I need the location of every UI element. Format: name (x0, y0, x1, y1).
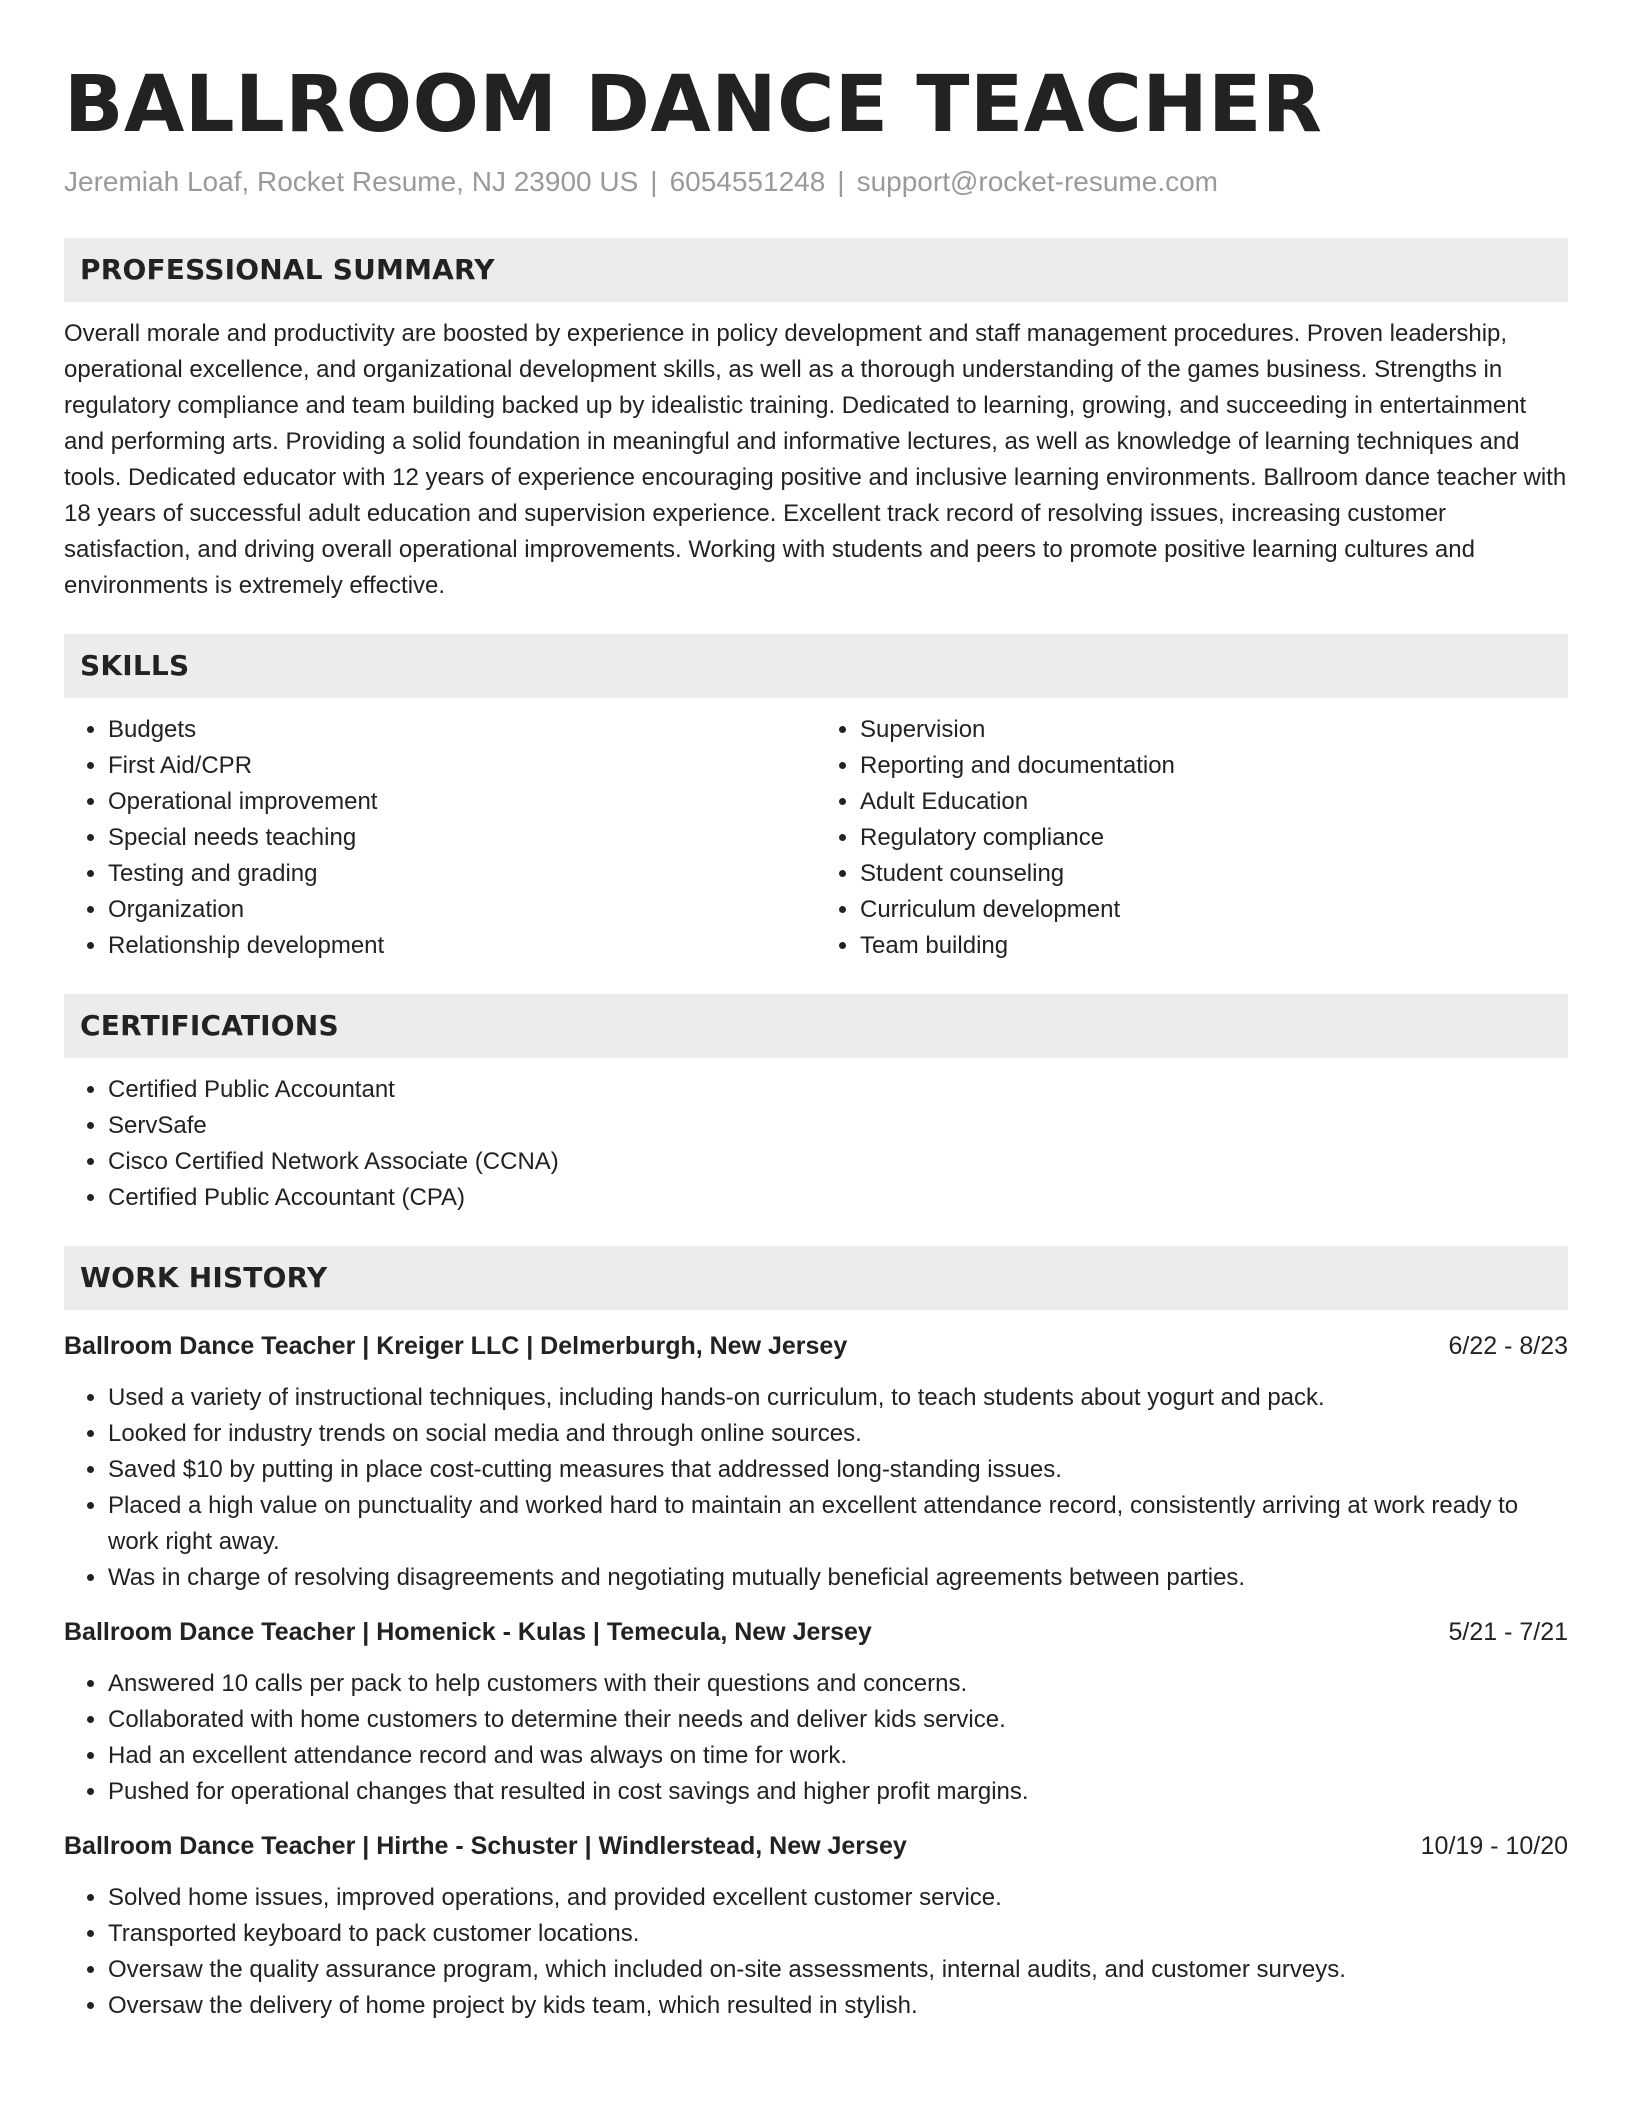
job-bullet: • Used a variety of instructional techniques, including hands-on curriculum, to teach students about yogurt and pack. (108, 1380, 1568, 1416)
job-bullets (64, 1666, 1568, 1810)
skills-heading: SKILLS (64, 634, 1568, 698)
skill-item: • Budgets (108, 712, 816, 748)
job-title: Ballroom Dance Teacher | Kreiger LLC | Delmerburgh, New Jersey (64, 1332, 848, 1360)
skills-section (64, 634, 1568, 964)
job-bullet: • Saved $10 by putting in place cost-cutting measures that addressed long-standing issues. (108, 1452, 1568, 1488)
job-entry (64, 1828, 1568, 2024)
job-bullets (64, 1880, 1568, 2024)
skill-item: • Adult Education (860, 784, 1568, 820)
skills-grid (64, 712, 1568, 964)
skill-item: • Operational improvement (108, 784, 816, 820)
certification-item: • ServSafe (108, 1108, 1568, 1144)
certification-item: • Certified Public Accountant (CPA) (108, 1180, 1568, 1216)
job-dates: 6/22 - 8/23 (1448, 1332, 1568, 1360)
resume-title: BALLROOM DANCE TEACHER (64, 60, 1323, 150)
skill-item: • Regulatory compliance (860, 820, 1568, 856)
skill-item: • Supervision (860, 712, 1568, 748)
summary-text: Overall morale and productivity are boosted by experience in policy development and staff management procedures. Proven leadership, operational excellence, and organizational development skills, as well as a thorough understanding of the games business. Strengths in regulatory compliance and team building backed up by idealistic training. Dedicated to learning, growing, and succeeding in entertainment and performing arts. Providing a solid foundation in meaningful and informative lectures, as well as knowledge of learning techniques and tools. Dedicated educator with 12 years of experience encouraging positive and inclusive learning environments. Ballroom dance teacher with 18 years of successful adult education and supervision experience. Excellent track record of resolving issues, increasing customer satisfaction, and driving overall operational improvements. Working with students and peers to promote positive learning cultures and environments is extremely effective. (64, 320, 1567, 599)
job-bullets (64, 1380, 1568, 1596)
certifications-section (64, 994, 1568, 1216)
job-header (64, 1828, 1568, 1864)
skill-item: • Reporting and documentation (860, 748, 1568, 784)
skill-item: • Relationship development (108, 928, 816, 964)
certifications-heading: CERTIFICATIONS (64, 994, 1568, 1058)
contact-email: support@rocket-resume.com (856, 166, 1219, 197)
job-bullet: • Transported keyboard to pack customer locations. (108, 1916, 1568, 1952)
certifications-list (64, 1072, 1568, 1216)
job-bullet: • Looked for industry trends on social media and through online sources. (108, 1416, 1568, 1452)
job-entry (64, 1614, 1568, 1810)
contact-address: Jeremiah Loaf, Rocket Resume, NJ 23900 US (64, 166, 639, 197)
skills-left-list (64, 712, 816, 964)
job-entry (64, 1328, 1568, 1596)
job-bullet: • Pushed for operational changes that resulted in cost savings and higher profit margins. (108, 1774, 1568, 1810)
job-bullet: • Oversaw the quality assurance program, which included on-site assessments, internal audits, and customer surveys. (108, 1952, 1568, 1988)
skill-item: • Testing and grading (108, 856, 816, 892)
job-dates: 5/21 - 7/21 (1448, 1618, 1568, 1646)
job-header (64, 1614, 1568, 1650)
contact-separator: | (837, 166, 845, 197)
job-bullet: • Solved home issues, improved operations, and provided excellent customer service. (108, 1880, 1568, 1916)
job-bullet: • Answered 10 calls per pack to help customers with their questions and concerns. (108, 1666, 1568, 1702)
certification-item: • Cisco Certified Network Associate (CCNA) (108, 1144, 1568, 1180)
skill-item: • Organization (108, 892, 816, 928)
job-header (64, 1328, 1568, 1364)
job-bullet: • Oversaw the delivery of home project by kids team, which resulted in stylish. (108, 1988, 1568, 2024)
work-history-section (64, 1246, 1568, 2024)
skill-item: • Team building (860, 928, 1568, 964)
contact-line (64, 162, 1568, 202)
skill-item: • First Aid/CPR (108, 748, 816, 784)
skill-item: • Student counseling (860, 856, 1568, 892)
job-bullet: • Collaborated with home customers to determine their needs and deliver kids service. (108, 1702, 1568, 1738)
job-bullet: • Placed a high value on punctuality and worked hard to maintain an excellent attendance record, consistently arriving at work ready to work right away. (108, 1488, 1568, 1560)
job-title: Ballroom Dance Teacher | Homenick - Kulas | Temecula, New Jersey (64, 1618, 872, 1646)
job-bullet: • Had an excellent attendance record and was always on time for work. (108, 1738, 1568, 1774)
contact-phone: 6054551248 (669, 166, 826, 197)
summary-heading: PROFESSIONAL SUMMARY (64, 238, 1568, 302)
job-bullet: • Was in charge of resolving disagreements and negotiating mutually beneficial agreements between parties. (108, 1560, 1568, 1596)
job-title: Ballroom Dance Teacher | Hirthe - Schuster | Windlerstead, New Jersey (64, 1832, 907, 1860)
certification-item: • Certified Public Accountant (108, 1072, 1568, 1108)
skill-item: • Special needs teaching (108, 820, 816, 856)
contact-separator: | (650, 166, 658, 197)
skills-right-list (816, 712, 1568, 964)
job-dates: 10/19 - 10/20 (1420, 1832, 1568, 1860)
skill-item: • Curriculum development (860, 892, 1568, 928)
work-history-heading: WORK HISTORY (64, 1246, 1568, 1310)
summary-section (64, 238, 1568, 604)
